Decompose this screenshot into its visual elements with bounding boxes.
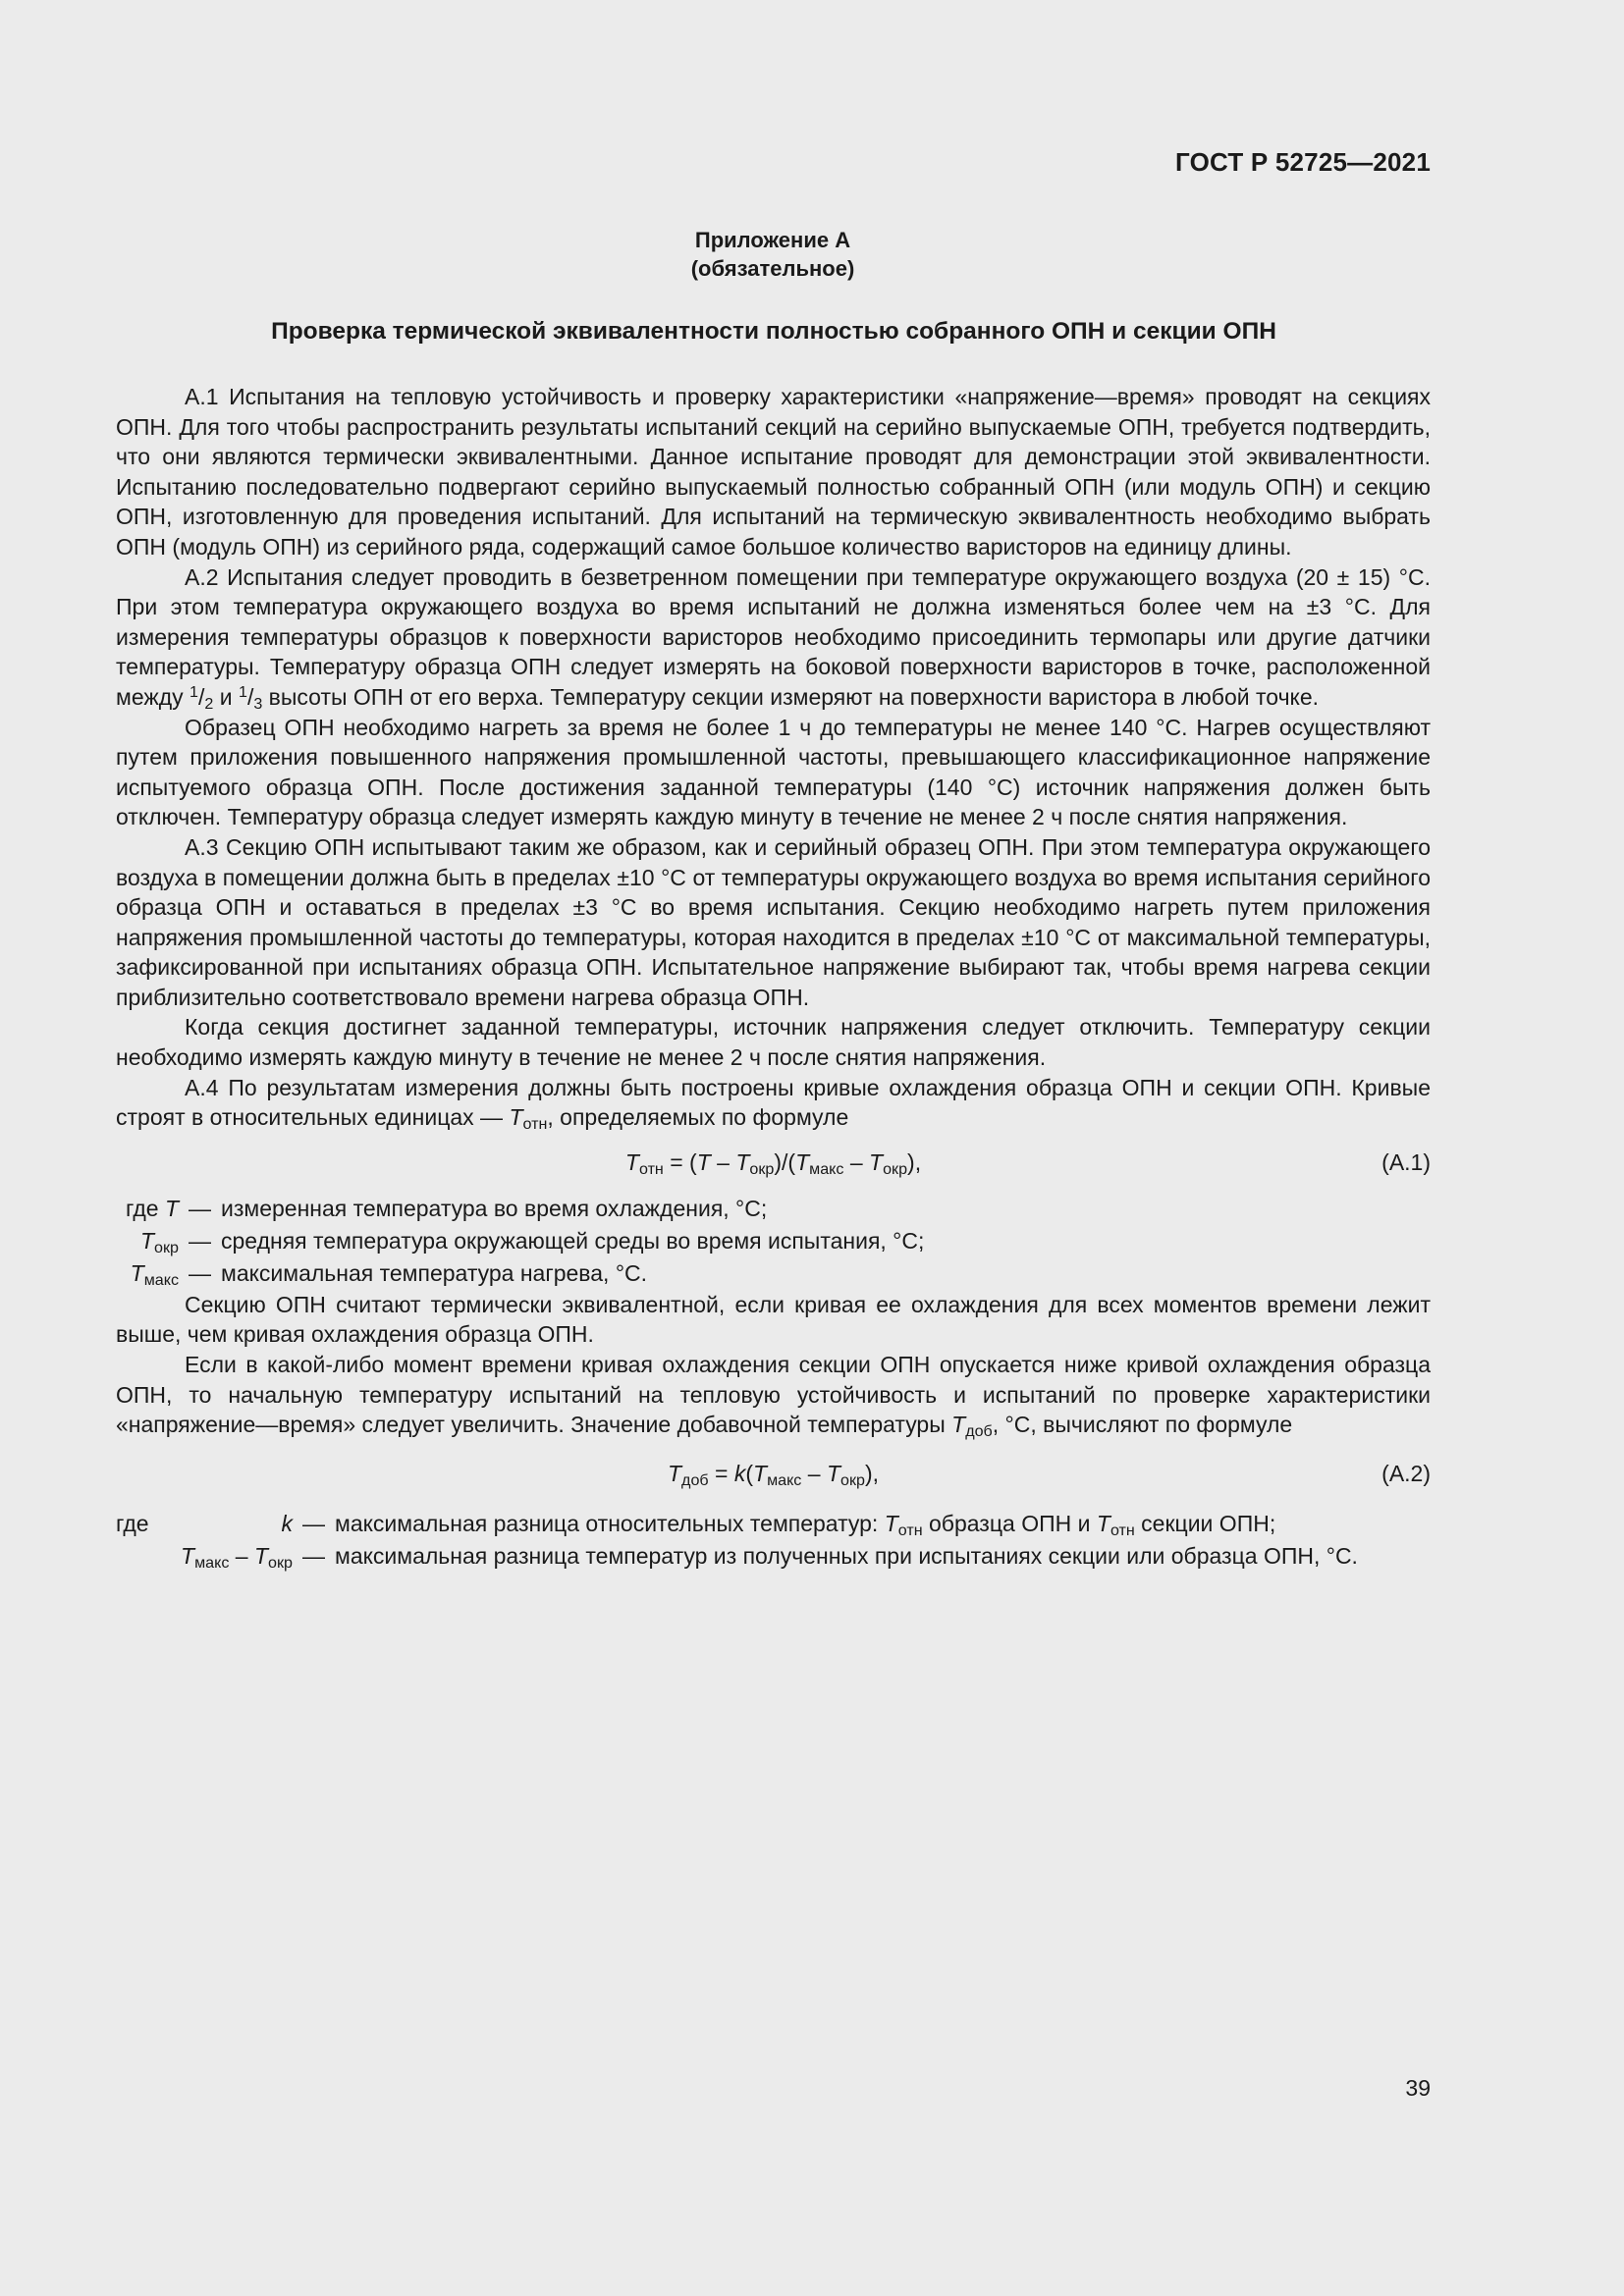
formula-a1-body: $T_{отн} = (T - T_{окр})/(T_{макс} - T_{окр})$, [624, 1148, 922, 1178]
paragraph-additional-temp: Если в какой-либо момент времени кривая охлаждения секции ОПН опускается ниже кривой охлаждения образца ОПН, то начальную температуру испытаний на тепловую устойчивость и испытаний по проверке характеристики «напряжение—время» следует увеличить. Значение добавочной температуры $T_{доб}$, °С, вычисляют по формуле [116, 1352, 1431, 1441]
annex-title-line: Приложение А [694, 228, 851, 252]
formula-a2-body: $T_{доб} = k(T_{макс} - T_{окр})$, [667, 1460, 880, 1489]
paragraph-a3: А.3 Секцию ОПН испытывают таким же образом, как и серийный образец ОПН. При этом температура окружающего воздуха в помещении должна быть в пределах ±10 °С от температуры окружающего воздуха во время испытания серийного образца ОПН и оставаться в пределах ±3 °С во время испытания. Секцию необходимо нагреть путем приложения напряжения промышленной частоты до температуры, которая находится в пределах ±10 °С от максимальной температуры, зафиксированной при испытаниях образца ОПН. Испытательное напряжение выбирают так, чтобы время нагрева секции приблизительно соответствовало времени нагрева образца ОПН. [116, 833, 1431, 1010]
formula-a1 [116, 1133, 1431, 1193]
legend-row: где k — максимальная разница относительных температур: $T_{отн}$ образца ОПН и $T_{отн}$ секции ОПН; [116, 1510, 1276, 1539]
legend-row: $T_{макс}$ — максимальная температура нагрева, °С. [130, 1259, 648, 1289]
paragraph-a2: А.2 Испытания следует проводить в безветренном помещении при температуре окружающего воздуха (20 ± 15) °С. При этом температура окружающего воздуха во время испытаний не должна изменяться более чем на ±3 °С. Для измерения температуры образцов к поверхности варисторов необходимо присоединить термопары или другие датчики температуры. Температуру образца ОПН следует измерять на боковой поверхности варисторов в точке, расположенной между $^1/_2$ и $^1/_3$ высоты ОПН от его верха. Температуру секции измеряют на поверхности варистора в любой точке. [116, 563, 1431, 713]
formula-a2 [116, 1444, 1431, 1504]
annex-status-line: (обязательное) [690, 256, 855, 281]
annex-title [0, 226, 1545, 283]
legend-formula-a1 [116, 1193, 1431, 1290]
paragraph-a1: А.1 Испытания на тепловую устойчивость и проверку характеристики «напряжение—время» проводят на секциях ОПН. Для того чтобы распространить результаты испытаний секций на серийно выпускаемые ОПН, требуется подтвердить, что они являются термически эквивалентными. Данное испытание проводят для демонстрации этой эквивалентности. Испытанию последовательно подвергают серийно выпускаемый полностью собранный ОПН (или модуль ОПН) и секцию ОПН, изготовленную для проведения испытаний. Для испытаний на термическую эквивалентность необходимо выбрать ОПН (модуль ОПН) из серийного ряда, содержащий самое большое количество варисторов на единицу длины. [116, 384, 1431, 560]
paragraph-heating: Образец ОПН необходимо нагреть за время не более 1 ч до температуры не менее 140 °С. Нагрев осуществляют путем приложения повышенного напряжения промышленной частоты, превышающего классификационное напряжение испытуемого образца ОПН. После достижения заданной температуры (140 °С) источник напряжения должен быть отключен. Температуру образца следует измерять каждую минуту в течение не менее 2 ч после снятия напряжения. [116, 714, 1431, 830]
paragraph-a4: А.4 По результатам измерения должны быть построены кривые охлаждения образца ОПН и секции ОПН. Кривые строят в относительных единицах — $T_{отн}$, определяемых по формуле [116, 1074, 1431, 1134]
paragraph-equivalence: Секцию ОПН считают термически эквивалентной, если кривая ее охлаждения для всех моментов времени лежит выше, чем кривая охлаждения образца ОПН. [116, 1291, 1431, 1348]
formula-a1-number: (А.1) [1381, 1148, 1431, 1175]
paragraph-section-reach: Когда секция достигнет заданной температуры, источник напряжения следует отключить. Температуру секции необходимо измерять каждую минуту в течение не менее 2 ч после снятия напряжения. [116, 1014, 1431, 1071]
section-title: Проверка термической эквивалентности полностью собранного ОПН и секции ОПН [271, 318, 1276, 345]
page-number: 39 [1405, 2075, 1431, 2101]
body-text [116, 382, 1431, 1573]
standard-code: ГОСТ Р 52725—2021 [1175, 147, 1431, 177]
legend-row: где T — измеренная температура во время охлаждения, °С; [125, 1195, 768, 1221]
legend-row: $T_{окр}$ — средняя температура окружающей среды во время испытания, °С; [139, 1227, 925, 1256]
formula-a2-number: (А.2) [1381, 1460, 1431, 1486]
legend-formula-a2 [116, 1508, 1431, 1573]
legend-row: $T_{макс} - T_{окр}$ — максимальная разница температур из полученных при испытаниях секции или образца ОПН, °С. [181, 1542, 1358, 1572]
